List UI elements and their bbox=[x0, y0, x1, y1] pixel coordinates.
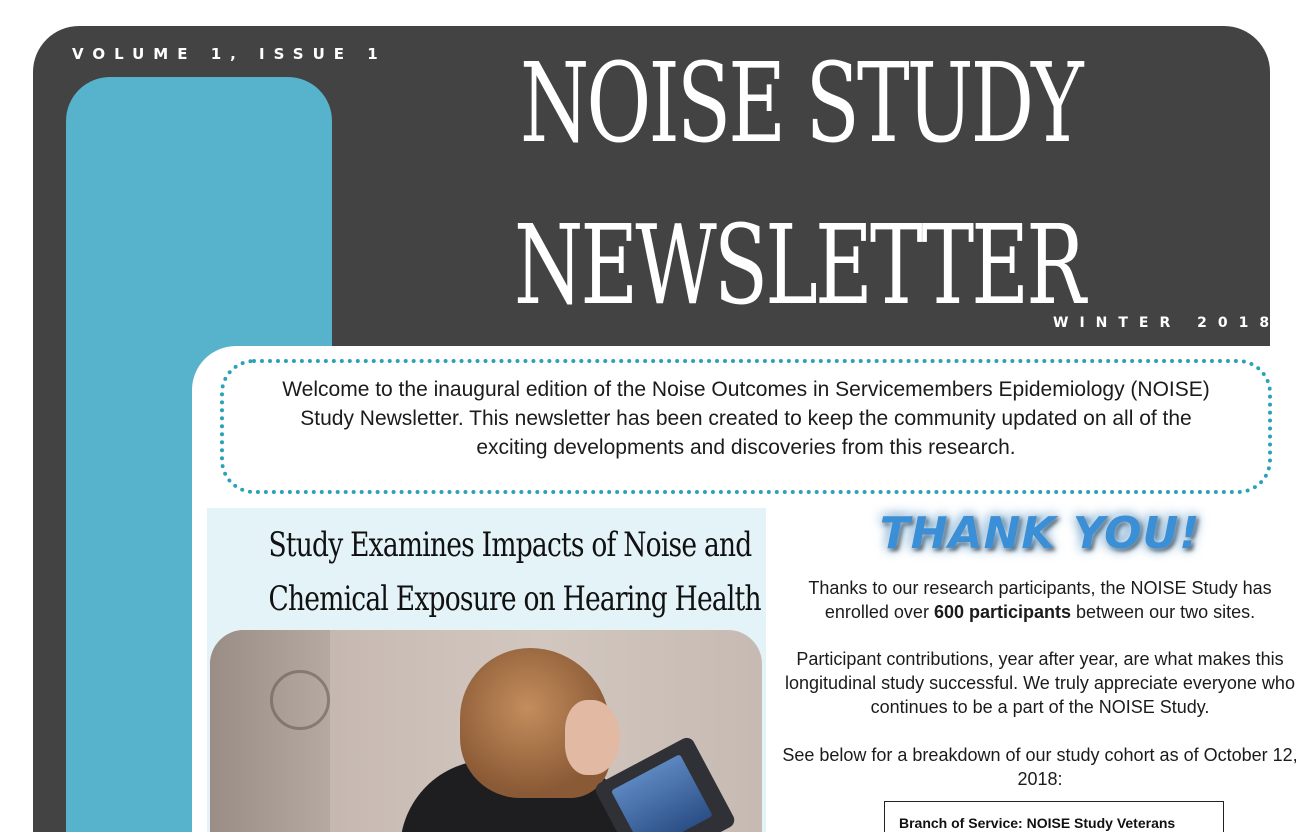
enrollment-text-start: Thanks to our research participants, the NOISE Study has enrolled over bbox=[808, 578, 1272, 622]
newsletter-title-line-2: NEWSLETTER bbox=[514, 201, 1083, 329]
photo-wall bbox=[210, 630, 330, 832]
edition-label: WINTER 2018 bbox=[1053, 315, 1281, 331]
enrollment-count: 600 participants bbox=[933, 602, 1072, 622]
welcome-box bbox=[220, 359, 1272, 494]
article-title-line-1: Study Examines Impacts of Noise and bbox=[268, 525, 752, 565]
article-photo bbox=[210, 630, 762, 832]
newsletter-title-line-1: NOISE STUDY bbox=[520, 39, 1081, 167]
enrollment-text-end: between our two sites. bbox=[1071, 602, 1256, 622]
photo-tablet-screen bbox=[611, 754, 713, 832]
cohort-table-header: Branch of Service: NOISE Study Veterans bbox=[899, 815, 1176, 831]
enrollment-paragraph bbox=[780, 576, 1300, 624]
article-title-line-2: Chemical Exposure on Hearing Health bbox=[268, 579, 761, 619]
volume-issue-label: VOLUME 1, ISSUE 1 bbox=[72, 45, 387, 63]
cohort-table bbox=[884, 801, 1224, 832]
thank-you-heading: THANK YOU! bbox=[879, 508, 1201, 559]
breakdown-paragraph: See below for a breakdown of our study cohort as of October 12, 2018: bbox=[782, 745, 1298, 789]
photo-headphones bbox=[270, 670, 330, 730]
appreciation-paragraph: Participant contributions, year after year, are what makes this longitudinal study successful. We truly appreciate everyone who continues to be a part of the NOISE Study. bbox=[785, 649, 1295, 717]
welcome-text: Welcome to the inaugural edition of the Noise Outcomes in Servicemembers Epidemiology (NOISE) Study Newsletter. This newsletter has been created to keep the community updated on all of the exciting developments and discoveries from this research. bbox=[282, 378, 1210, 459]
photo-person-face bbox=[565, 700, 620, 775]
article-title bbox=[207, 518, 766, 626]
